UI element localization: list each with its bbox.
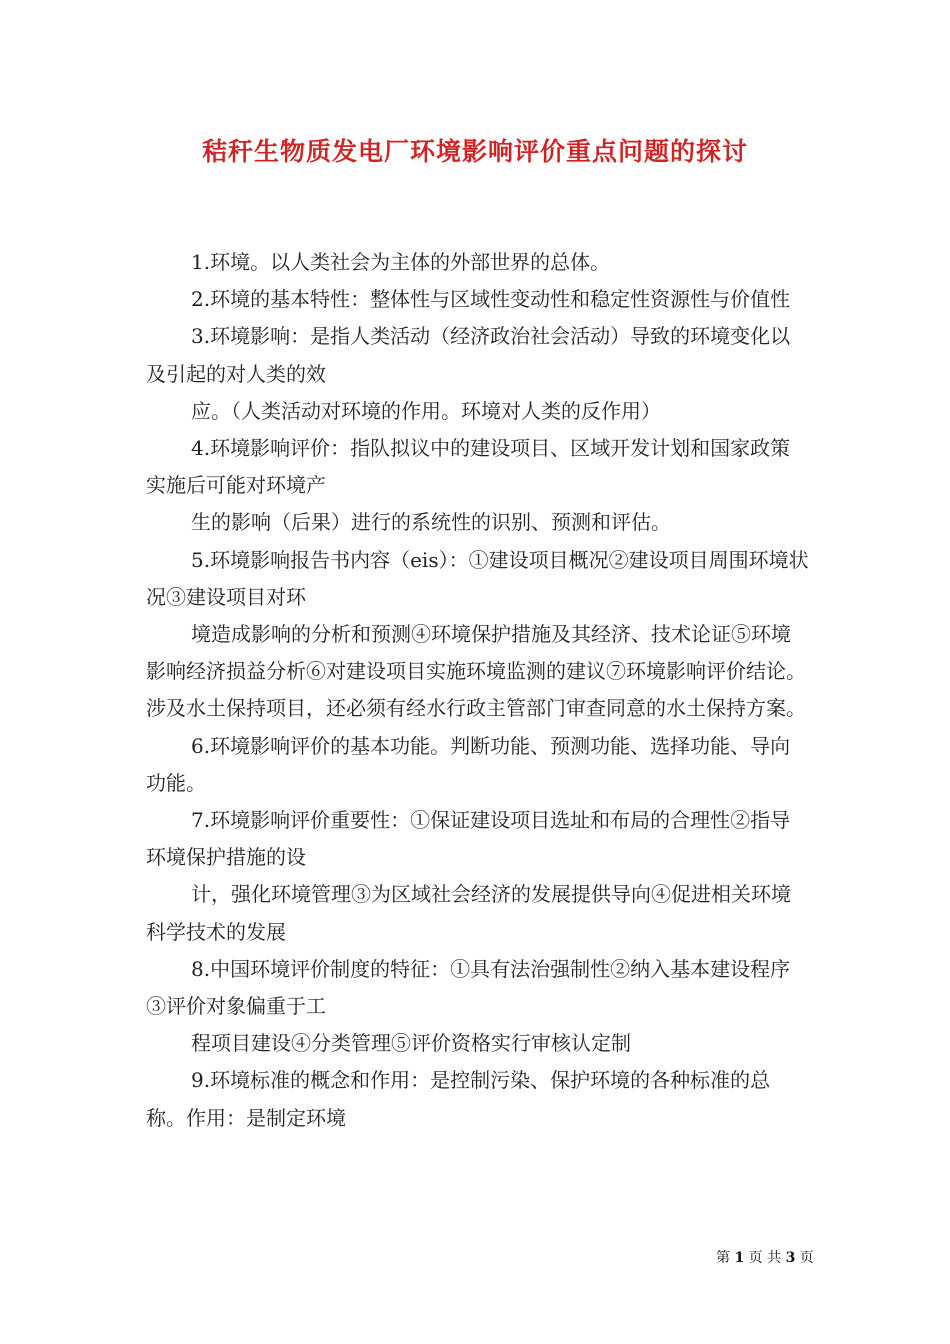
paragraph: 7.环境影响评价重要性：①保证建设项目选址和布局的合理性②指导环境保护措施的设 xyxy=(146,808,791,870)
paragraph: 3.环境影响：是指人类活动（经济政治社会活动）导致的环境变化以及引起的对人类的效 xyxy=(146,324,791,386)
paragraph: 应。（人类活动对环境的作用。环境对人类的反作用） xyxy=(191,398,661,423)
footer-prefix: 第 xyxy=(716,1250,730,1266)
paragraph: 生的影响（后果）进行的系统性的识别、预测和评估。 xyxy=(191,510,671,535)
footer-suffix: 页 xyxy=(799,1250,814,1266)
footer-middle: 页 共 xyxy=(748,1250,782,1266)
footer-total-pages: 3 xyxy=(785,1250,796,1266)
paragraph: 2.环境的基本特性：整体性与区域性变动性和稳定性资源性与价值性 xyxy=(191,287,791,312)
document-body xyxy=(146,244,810,1137)
paragraph: 9.环境标准的概念和作用：是控制污染、保护环境的各种标准的总称。作用：是制定环境 xyxy=(146,1068,771,1130)
page-footer xyxy=(716,1247,814,1267)
document-title: 秸秆生物质发电厂环境影响评价重点问题的探讨 xyxy=(201,137,748,166)
paragraph: 8.中国环境评价制度的特征：①具有法治强制性②纳入基本建设程序③评价对象偏重于工 xyxy=(146,956,791,1019)
footer-page-number: 1 xyxy=(734,1250,745,1266)
paragraph: 1.环境。以人类社会为主体的外部世界的总体。 xyxy=(191,250,611,274)
paragraph: 4.环境影响评价：指队拟议中的建设项目、区域开发计划和国家政策实施后可能对环境产 xyxy=(146,436,791,498)
paragraph: 程项目建设④分类管理⑤评价资格实行审核认定制 xyxy=(191,1031,631,1056)
paragraph: 5.环境影响报告书内容（eis）：①建设项目概况②建设项目周围环境状况③建设项目对环 xyxy=(146,547,809,609)
paragraph: 境造成影响的分析和预测④环境保护措施及其经济、技术论证⑤环境影响经济损益分析⑥对建设项目实施环境监测的建议⑦环境影响评价结论。涉及水土保持项目，还必须有经水行政主管部门审查同意的水土保持方案。 xyxy=(146,622,806,721)
paragraph: 6.环境影响评价的基本功能。判断功能、预测功能、选择功能、导向功能。 xyxy=(146,733,791,795)
paragraph: 计，强化环境管理③为区域社会经济的发展提供导向④促进相关环境科学技术的发展 xyxy=(146,882,791,944)
